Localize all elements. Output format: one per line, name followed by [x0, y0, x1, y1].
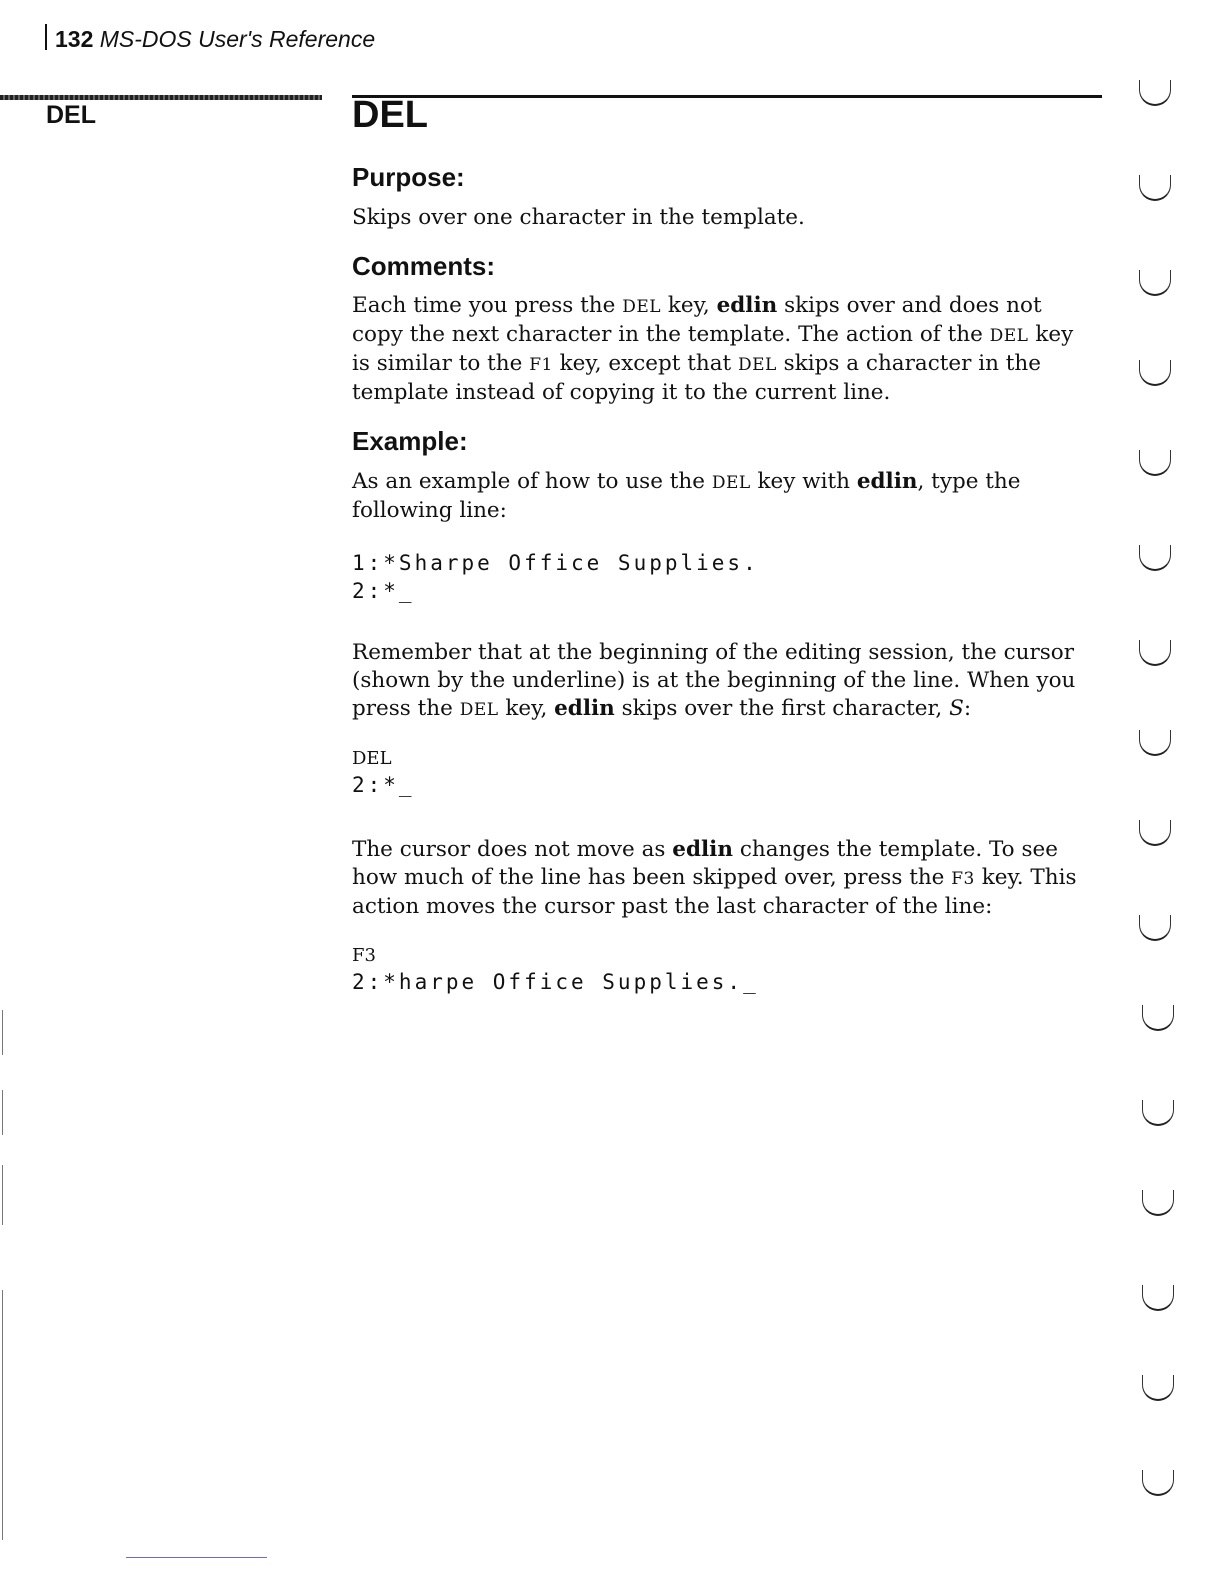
key-del: DEL: [622, 297, 662, 317]
edlin-term: edlin: [554, 696, 615, 721]
key-del: DEL: [711, 473, 751, 493]
page-title: DEL: [352, 94, 428, 136]
key-del: DEL: [738, 355, 777, 375]
binder-hole: [1142, 1375, 1174, 1401]
binder-hole: [1139, 360, 1171, 386]
page-number: 132: [55, 26, 94, 52]
purpose-heading: Purpose:: [352, 162, 465, 192]
code-line: 1:*Sharpe Office Supplies.: [352, 551, 759, 575]
code-line: 2:*_: [352, 579, 415, 603]
edlin-term: edlin: [672, 837, 733, 862]
binder-hole: [1142, 1190, 1174, 1216]
key-label-f3: F3: [352, 945, 376, 966]
example-text-2: Remember that at the beginning of the editing session, the cursor (shown by the underline) is at the beginning of the line. When you press the DEL key, edlin skips over the first character, S:: [352, 640, 1076, 721]
key-del: DEL: [989, 326, 1029, 346]
side-label: DEL: [46, 101, 96, 129]
running-head: [55, 26, 375, 53]
edlin-term: edlin: [856, 469, 918, 494]
binder-hole: [1139, 545, 1171, 571]
key-f3: F3: [951, 869, 975, 889]
example-text-1: As an example of how to use the DEL key with edlin, type the following line:: [352, 469, 1021, 523]
binder-hole: [1142, 1100, 1174, 1126]
main-content: [352, 88, 1097, 996]
comments-heading: Comments:: [352, 251, 496, 281]
binder-hole: [1142, 1285, 1174, 1311]
edlin-term: edlin: [716, 293, 778, 318]
key-label-del: DEL: [352, 748, 392, 769]
code-block-2: 2:*_: [352, 773, 415, 797]
binder-hole: [1139, 270, 1171, 296]
purpose-text: Skips over one character in the template.: [352, 205, 805, 230]
binder-hole: [1139, 915, 1171, 941]
binder-hole: [1142, 1470, 1174, 1496]
binder-hole: [1142, 1005, 1174, 1031]
binder-hole: [1139, 450, 1171, 476]
running-head-rule: [45, 24, 47, 50]
scan-edge-mark: [2, 1010, 3, 1055]
binder-hole: [1139, 80, 1171, 106]
side-rule: [0, 95, 322, 100]
key-f1: F1: [529, 355, 553, 375]
scan-edge-mark: [2, 1165, 3, 1225]
footnote-rule: [126, 1557, 267, 1558]
binder-hole: [1139, 175, 1171, 201]
book-title: MS-DOS User's Reference: [99, 26, 376, 52]
example-heading: Example:: [352, 426, 468, 456]
example-text-3: The cursor does not move as edlin changes the template. To see how much of the line has been skipped over, press the F3 key. This action moves the cursor past the last character of the line:: [352, 837, 1077, 919]
comments-text: Each time you press the DEL key, edlin skips over and does not copy the next character in the template. The action of the DEL key is similar to the F1 key, except that DEL skips a character in the template instead of copying it to the current line.: [352, 293, 1074, 405]
scan-edge-mark: [2, 1090, 3, 1135]
scan-edge-mark: [2, 1290, 3, 1540]
code-block-3: 2:*harpe Office Supplies._: [352, 970, 759, 994]
binder-hole: [1139, 640, 1171, 666]
key-del: DEL: [459, 700, 499, 720]
binder-hole: [1139, 730, 1171, 756]
binder-hole: [1139, 820, 1171, 846]
code-block-1: [352, 549, 1097, 605]
